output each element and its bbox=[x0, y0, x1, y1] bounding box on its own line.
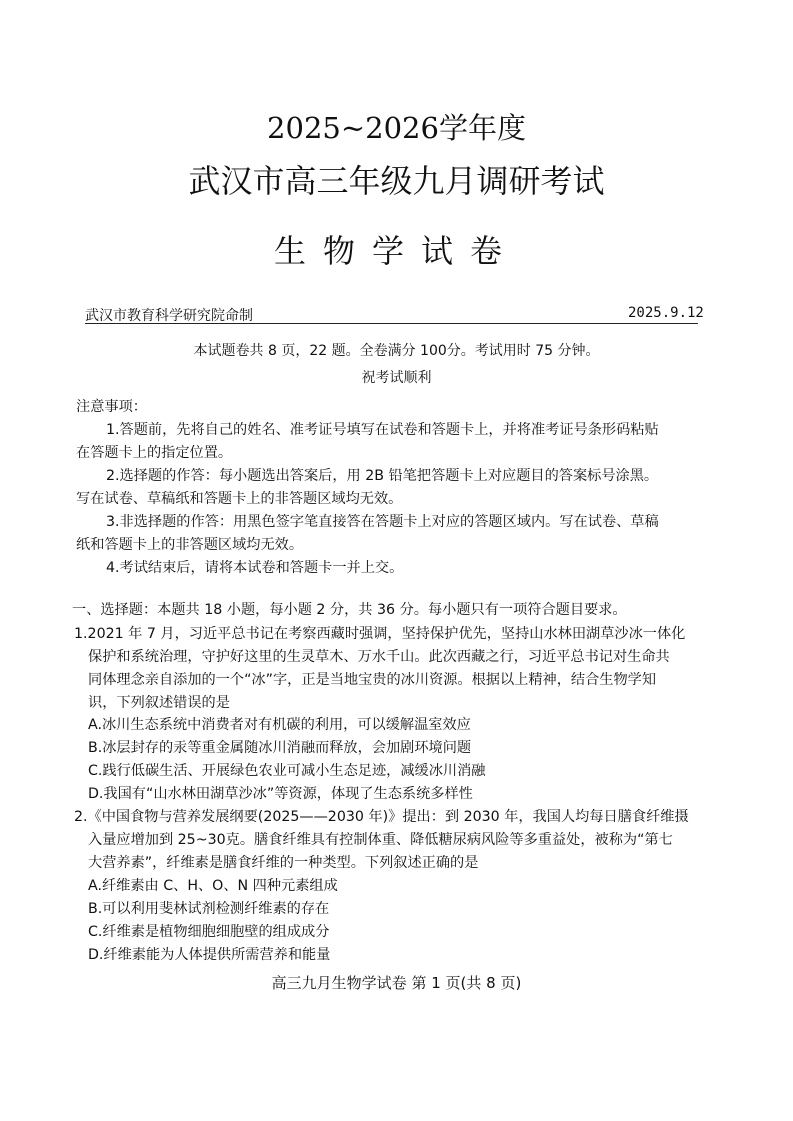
question-option: C.践行低碳生活、开展绿色农业可减小生态足迹，减缓冰川消融 bbox=[88, 763, 486, 779]
note-line: 3.非选择题的作答：用黑色签字笔直接答在答题卡上对应的答题区域内。写在试卷、草稿 bbox=[106, 514, 659, 530]
header-rule bbox=[85, 323, 698, 324]
exam-intro: 本试题卷共 8 页，22 题。全卷满分 100分。考试用时 75 分钟。 bbox=[193, 343, 600, 359]
question-option: D.我国有“山水林田湖草沙冰”等资源，体现了生态系统多样性 bbox=[88, 786, 473, 802]
note-line: 1.答题前，先将自己的姓名、准考证号填写在试卷和答题卡上，并将准考证号条形码粘贴 bbox=[106, 422, 659, 438]
question-option: A.纤维素由 C、H、O、N 四种元素组成 bbox=[88, 878, 338, 894]
question-stem-line: 2.《中国食物与营养发展纲要(2025——2030 年)》提出：到 2030 年，我国人均每日膳食纤维摄 bbox=[74, 809, 689, 825]
question-stem-line: 保护和系统治理，守护好这里的生灵草木、万水千山。此次西藏之行，习近平总书记对生命共 bbox=[88, 649, 670, 665]
question-option: B.冰层封存的汞等重金属随冰川消融而释放，会加剧环境问题 bbox=[88, 740, 472, 756]
note-line: 纸和答题卡上的非答题区域均无效。 bbox=[76, 537, 304, 553]
question-option: C.纤维素是植物细胞细胞壁的组成成分 bbox=[88, 924, 330, 940]
question-stem-line: 识，下列叙述错误的是 bbox=[88, 695, 230, 711]
question-stem-line: 大营养素”，纤维素是膳食纤维的一种类型。下列叙述正确的是 bbox=[88, 855, 479, 871]
section-title: 一、选择题：本题共 18 小题，每小题 2 分，共 36 分。每小题只有一项符合题目要求。 bbox=[72, 602, 627, 618]
subject-title: 生物学试卷 bbox=[273, 232, 519, 270]
question-stem-line: 同体理念亲自添加的一个“冰”字，正是当地宝贵的冰川资源。根据以上精神，结合生物学知 bbox=[88, 672, 657, 688]
question-option: A.冰川生态系统中消费者对有机碳的利用，可以缓解温室效应 bbox=[88, 717, 471, 733]
note-line: 4.考试结束后，请将本试卷和答题卡一并上交。 bbox=[106, 560, 404, 576]
note-line: 2.选择题的作答：每小题选出答案后，用 2B 铅笔把答题卡上对应题目的答案标号涂黑。 bbox=[106, 468, 659, 484]
note-line: 写在试卷、草稿纸和答题卡上的非答题区域均无效。 bbox=[76, 491, 403, 507]
school-year-title: 2025~2026学年度 bbox=[267, 111, 526, 145]
notes-title: 注意事项： bbox=[76, 399, 147, 415]
page-footer: 高三九月生物学试卷 第 1 页(共 8 页) bbox=[271, 974, 522, 992]
note-line: 在答题卡上的指定位置。 bbox=[76, 445, 233, 461]
exam-date: 2025.9.12 bbox=[628, 305, 704, 321]
question-stem-line: 1.2021 年 7 月，习近平总书记在考察西藏时强调，坚持保护优先，坚持山水林田湖草沙冰一体化 bbox=[74, 626, 686, 642]
question-option: D.纤维素能为人体提供所需营养和能量 bbox=[88, 947, 331, 963]
publisher-org: 武汉市教育科学研究院命制 bbox=[85, 308, 253, 324]
exam-title: 武汉市高三年级九月调研考试 bbox=[188, 162, 605, 200]
question-stem-line: 入量应增加到 25~30克。膳食纤维具有控制体重、降低糖尿病风险等多重益处，被称为“第七 bbox=[88, 832, 673, 848]
good-luck-text: 祝考试顺利 bbox=[361, 370, 432, 386]
question-option: B.可以利用斐林试剂检测纤维素的存在 bbox=[88, 901, 330, 917]
